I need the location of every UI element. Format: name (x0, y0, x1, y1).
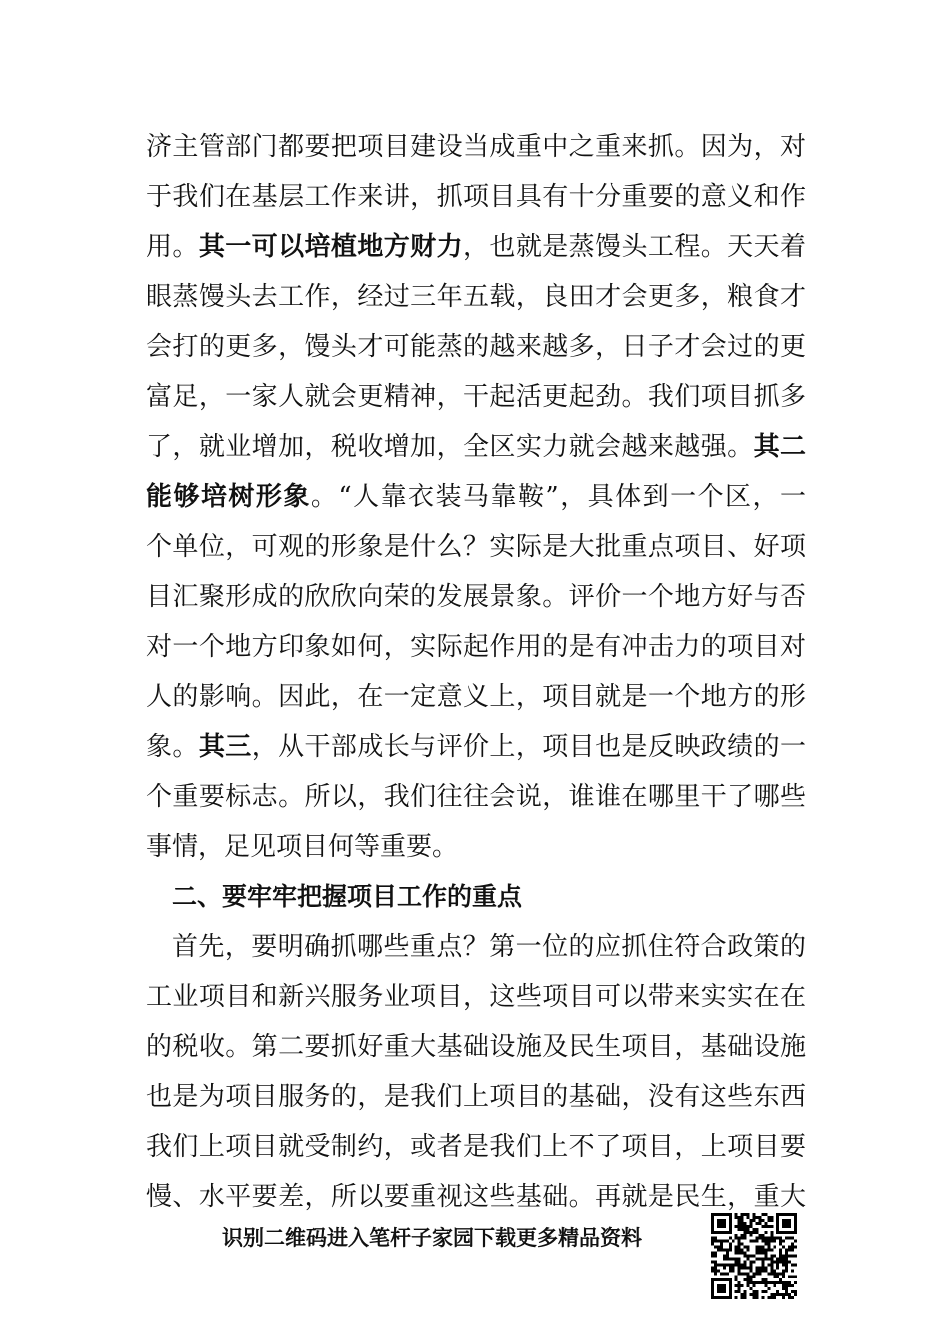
text-line (146, 222, 806, 272)
text-line (146, 172, 806, 222)
text-line (146, 1022, 806, 1072)
text-segment: 首先，要明确抓哪些重点？第一位的应抓住符合政策的 (172, 932, 806, 962)
text-line (146, 1172, 806, 1222)
text-segment: 个重要标志。所以，我们往往会说，谁谁在哪里干了哪些 (146, 782, 806, 812)
text-segment: 象。 (146, 732, 199, 762)
text-segment: 用。 (146, 232, 199, 262)
section-heading: 二、要牢牢把握项目工作的重点 (172, 882, 523, 911)
qr-code-icon (711, 1213, 797, 1299)
text-segment: 。“人靠衣装马靠鞍”，具体到一个区，一 (310, 482, 806, 512)
text-line (146, 272, 806, 322)
text-line (146, 672, 806, 722)
footer-text: 识别二维码进入笔杆子家园下载更多精品资料 (222, 1226, 642, 1250)
text-line (146, 422, 806, 472)
text-segment: 目汇聚形成的欣欣向荣的发展景象。评价一个地方好与否 (146, 582, 806, 612)
text-segment: ，也就是蒸馒头工程。天天着 (463, 232, 806, 262)
text-line (146, 922, 806, 972)
text-segment: 富足，一家人就会更精神，干起活更起劲。我们项目抓多 (146, 382, 806, 412)
text-segment: 个单位，可观的形象是什么？实际是大批重点项目、好项 (146, 532, 806, 562)
text-segment: 济主管部门都要把项目建设当成重中之重来抓。因为，对 (146, 132, 806, 162)
text-segment: 工业项目和新兴服务业项目，这些项目可以带来实实在在 (146, 982, 806, 1012)
text-line (146, 122, 806, 172)
text-line (146, 322, 806, 372)
text-line (146, 972, 806, 1022)
text-segment: 的税收。第二要抓好重大基础设施及民生项目，基础设施 (146, 1032, 806, 1062)
body-text (146, 122, 806, 1222)
text-line (146, 1072, 806, 1122)
text-line (146, 772, 806, 822)
bold-text-segment: 其一可以培植地方财力 (198, 232, 463, 262)
text-segment: 我们上项目就受制约，或者是我们上不了项目，上项目要 (146, 1132, 806, 1162)
text-segment: 事情，足见项目何等重要。 (146, 832, 459, 862)
text-line (146, 472, 806, 522)
text-segment: 慢、水平要差，所以要重视这些基础。再就是民生，重大 (146, 1182, 806, 1212)
text-segment: 了，就业增加，税收增加，全区实力就会越来越强。 (146, 432, 754, 462)
bold-text-segment: 其二 (753, 432, 806, 462)
text-line (146, 722, 806, 772)
text-line (146, 822, 806, 872)
text-line (146, 522, 806, 572)
text-segment: 会打的更多，馒头才可能蒸的越来越多，日子才会过的更 (146, 332, 806, 362)
text-line (146, 1122, 806, 1172)
text-line (146, 622, 806, 672)
text-segment: 眼蒸馒头去工作，经过三年五载，良田才会更多，粮食才 (146, 282, 806, 312)
text-segment: 于我们在基层工作来讲，抓项目具有十分重要的意义和作 (146, 182, 806, 212)
bold-text-segment: 其三 (198, 732, 252, 762)
text-line (146, 572, 806, 622)
text-segment: 也是为项目服务的，是我们上项目的基础，没有这些东西 (146, 1082, 806, 1112)
text-segment: ，从干部成长与评价上，项目也是反映政绩的一 (251, 732, 806, 762)
bold-text-segment: 能够培树形象 (146, 482, 311, 512)
text-segment: 人的影响。因此，在一定意义上，项目就是一个地方的形 (146, 682, 806, 712)
text-line (146, 372, 806, 422)
text-segment: 对一个地方印象如何，实际起作用的是有冲击力的项目对 (146, 632, 806, 662)
